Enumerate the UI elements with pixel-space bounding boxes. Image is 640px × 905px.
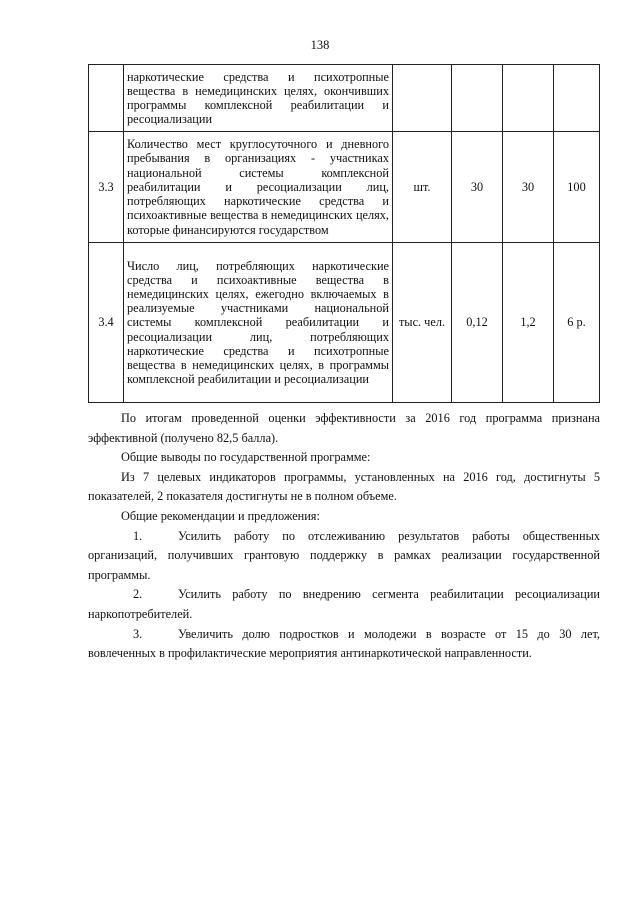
- indicators-paragraph: Из 7 целевых индикаторов программы, установленных на 2016 год, достигнуты 5 показателей, 2 показателя достигнуты не в полном объеме.: [88, 469, 600, 504]
- indicator-description: Количество мест круглосуточного и дневного пребывания в организациях - участниках национальной системы комплексной реабилитации и ресоциализации лиц, потребляющих наркотические средства и психоактивные вещества в немедицинских целях, которые финансируются государством: [124, 132, 393, 243]
- item-text: Усилить работу по отслеживанию результатов работы общественных организаций, получивших грантовую поддержку в рамках реализации государственной программы.: [88, 528, 600, 582]
- indicator-percent: 100: [554, 132, 600, 243]
- indicator-unit: [393, 65, 452, 132]
- recommendations-heading: Общие рекомендации и предложения:: [121, 508, 320, 523]
- indicator-actual-value: 1,2: [503, 243, 554, 403]
- indicators-table: [88, 64, 600, 403]
- table-row: [89, 132, 600, 243]
- table-row: [89, 243, 600, 403]
- body-text: [88, 409, 600, 664]
- row-number: 3.4: [89, 243, 124, 403]
- recommendation-item: [88, 625, 600, 664]
- indicator-unit: тыс. чел.: [393, 243, 452, 403]
- indicator-description: наркотические средства и психотропные вещества в немедицинских целях, окончивших программы комплексной реабилитации и ресоциализации: [124, 65, 393, 132]
- indicator-percent: [554, 65, 600, 132]
- item-text: Увеличить долю подростков и молодежи в возрасте от 15 до 30 лет, вовлеченных в профилактические мероприятия антинаркотической направленности.: [88, 626, 600, 661]
- table-row: [89, 65, 600, 132]
- row-number: 3.3: [89, 132, 124, 243]
- indicator-plan-value: 30: [452, 132, 503, 243]
- indicator-description: Число лиц, потребляющих наркотические средства и психоактивные вещества в немедицинских целях, ежегодно включаемых в реализуемые участниками национальной системы комплексной реабилитации и ресоциализации лиц, потребляющих наркотические средства и психотропные вещества в немедицинских целях, в программы комплексной реабилитации и ресоциализации: [124, 243, 393, 403]
- indicator-actual-value: 30: [503, 132, 554, 243]
- recommendation-item: [88, 527, 600, 586]
- indicator-plan-value: 0,12: [452, 243, 503, 403]
- item-number: 1.: [133, 528, 143, 543]
- evaluation-paragraph: По итогам проведенной оценки эффективности за 2016 год программа признана эффективной (получено 82,5 балла).: [88, 411, 600, 445]
- indicator-unit: шт.: [393, 132, 452, 243]
- recommendation-item: [88, 585, 600, 624]
- indicator-actual-value: [503, 65, 554, 132]
- page-number: 138: [310, 38, 330, 52]
- item-text: Усилить работу по внедрению сегмента реабилитации ресоциализации наркопотребителей.: [88, 587, 600, 621]
- item-number: 3.: [133, 626, 143, 641]
- item-number: 2.: [133, 587, 143, 602]
- indicator-plan-value: [452, 65, 503, 132]
- indicator-percent: 6 р.: [554, 243, 600, 403]
- conclusions-heading: Общие выводы по государственной программе:: [121, 450, 371, 465]
- row-number: [89, 65, 124, 132]
